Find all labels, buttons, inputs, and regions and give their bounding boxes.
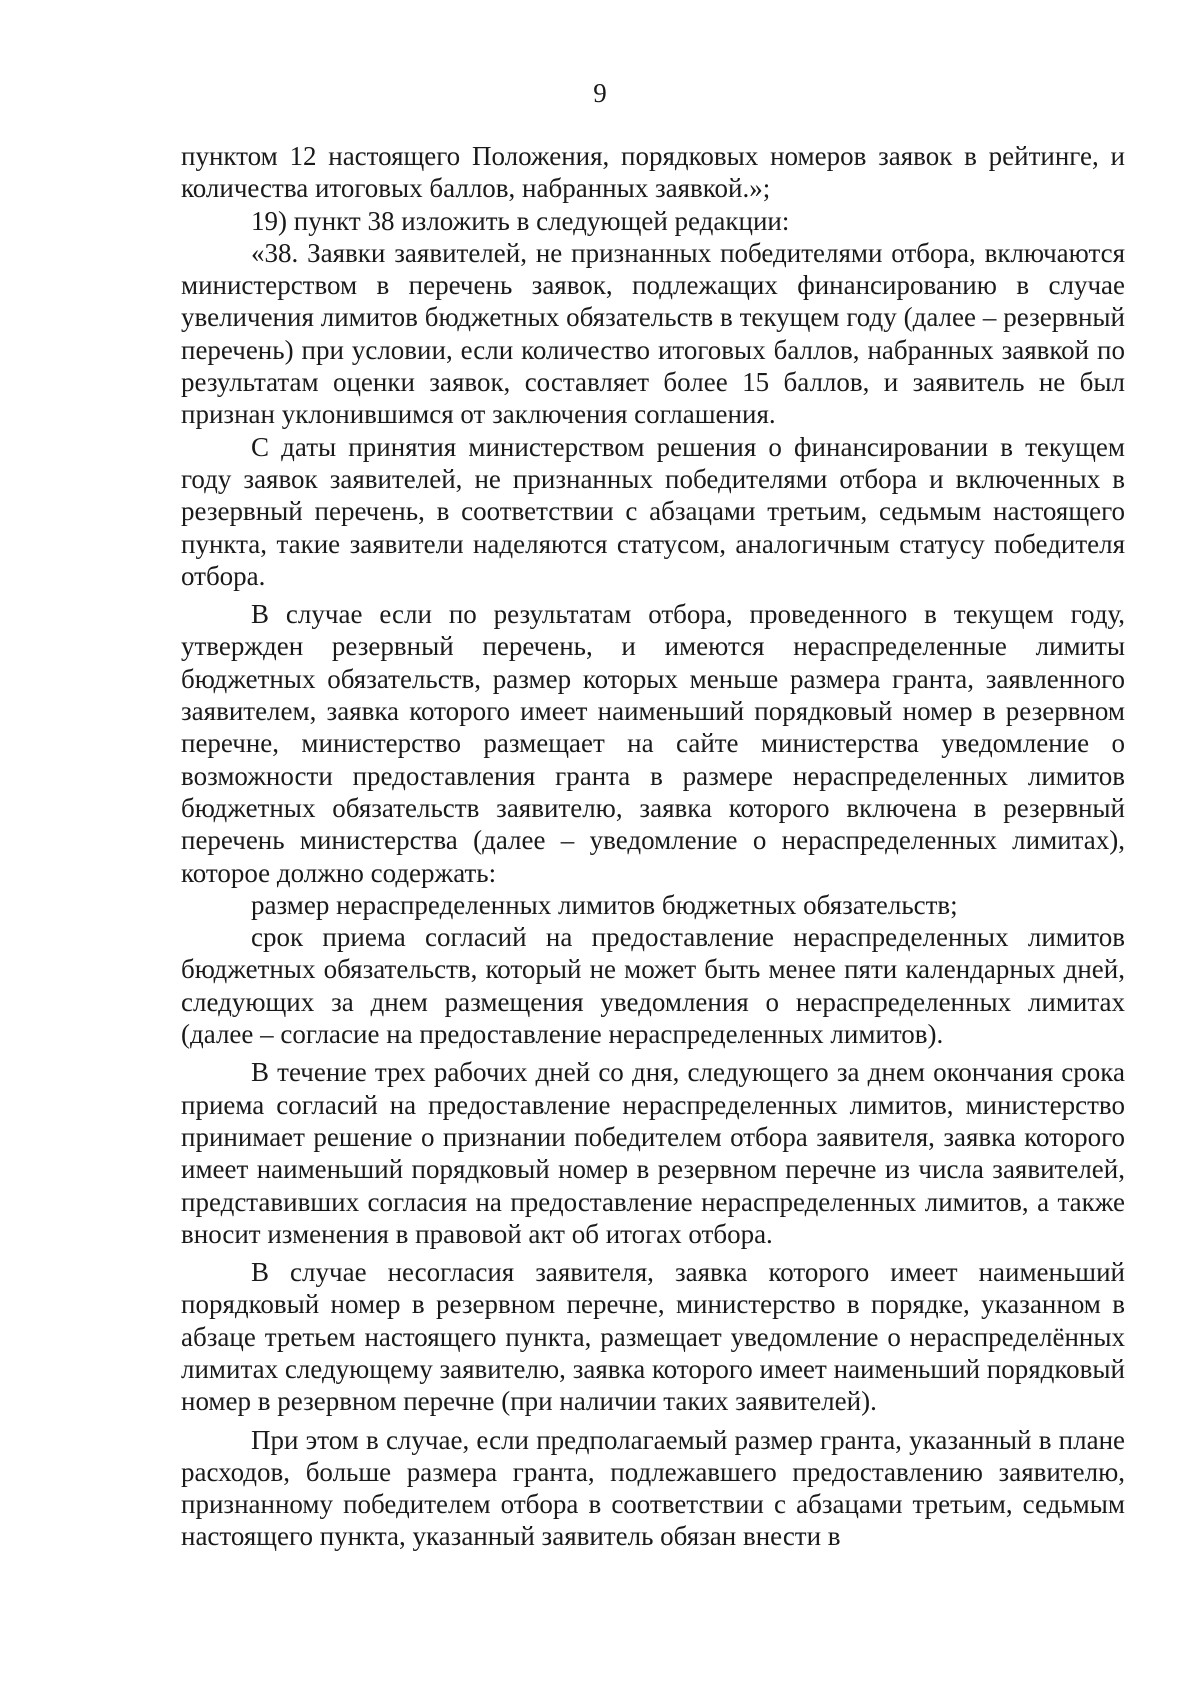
paragraph-amendment-item: 19) пункт 38 изложить в следующей редакции: [251, 205, 790, 236]
paragraph: С даты принятия министерством решения о финансировании в текущем году заявок заявителей, не признанных победителями отбора и включенных в резервный перечень, в соответствии с абзацами третьим, седьмым настоящего пункта, такие заявители наделяются статусом, аналогичным статусу победителя отбора. [181, 431, 1125, 591]
paragraph: При этом в случае, если предполагаемый размер гранта, указанный в плане расходов, больше размера гранта, подлежавшего предоставлению заявителю, признанному победителем отбора в соответствии с абзацами третьим, седьмым настоящего пункта, указанный заявитель обязан внести в [181, 1424, 1125, 1552]
paragraph-list-item: срок приема согласий на предоставление нераспределенных лимитов бюджетных обязательств, который не может быть менее пяти календарных дней, следующих за днем размещения уведомления о нераспределенных лимитах (далее – согласие на предоставление нераспределенных лимитов). [181, 922, 1125, 1050]
paragraph-list-item: размер нераспределенных лимитов бюджетных обязательств; [251, 889, 958, 920]
paragraph: В случае если по результатам отбора, проведенного в текущем году, утвержден резервный перечень, и имеются нераспределенные лимиты бюджетных обязательств, размер которых меньше размера гранта, заявленного заявителем, заявка которого имеет наименьший порядковый номер в резервном перечне, министерство размещает на сайте министерства уведомление о возможности предоставления гранта в размере нераспределенных лимитов бюджетных обязательств заявителю, заявка которого включена в резервный перечень министерства (далее – уведомление о нераспределенных лимитах), которое должно содержать: [181, 599, 1125, 888]
paragraph-continuation: пунктом 12 настоящего Положения, порядковых номеров заявок в рейтинге, и количества итоговых баллов, набранных заявкой.»; [181, 141, 1125, 204]
document-body [181, 140, 1125, 1553]
paragraph: В течение трех рабочих дней со дня, следующего за днем окончания срока приема согласий на предоставление нераспределенных лимитов, министерство принимает решение о признании победителем отбора заявителя, заявка которого имеет наименьший порядковый номер в резервном перечне из числа заявителей, представивших согласия на предоставление нераспределенных лимитов, а также вносит изменения в правовой акт об итогах отбора. [181, 1057, 1125, 1249]
paragraph-clause-38: «38. Заявки заявителей, не признанных победителями отбора, включаются министерством в перечень заявок, подлежащих финансированию в случае увеличения лимитов бюджетных обязательств в текущем году (далее – резервный перечень) при условии, если количество итоговых баллов, набранных заявкой по результатам оценки заявок, составляет более 15 баллов, и заявитель не был признан уклонившимся от заключения соглашения. [181, 237, 1125, 430]
page-number: 9 [593, 78, 607, 108]
paragraph: В случае несогласия заявителя, заявка которого имеет наименьший порядковый номер в резервном перечне, министерство в порядке, указанном в абзаце третьем настоящего пункта, размещает уведомление о нераспределённых лимитах следующему заявителю, заявка которого имеет наименьший порядковый номер в резервном перечне (при наличии таких заявителей). [181, 1257, 1125, 1417]
